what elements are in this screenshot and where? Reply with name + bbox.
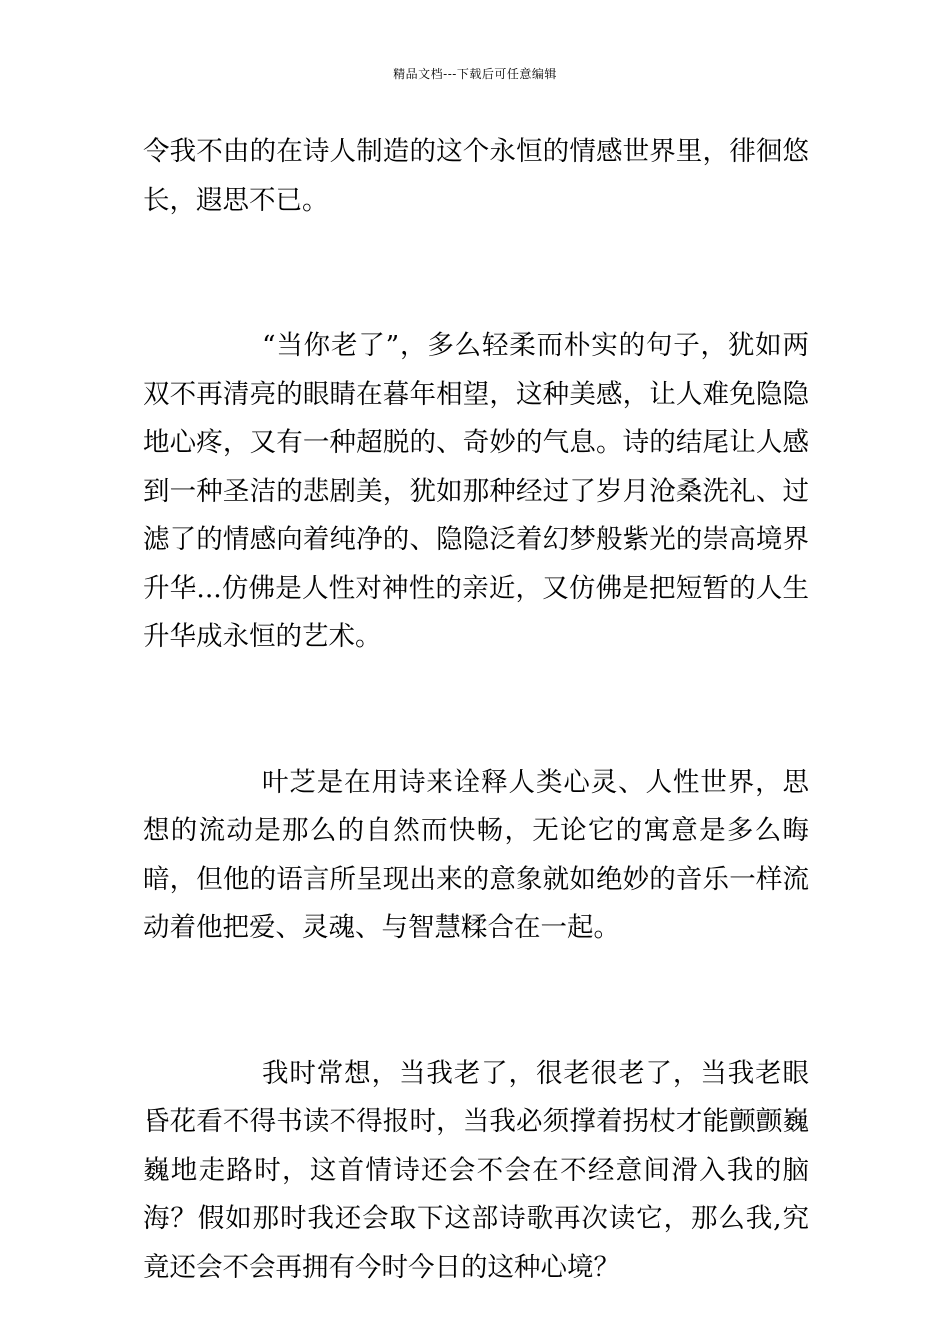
paragraph-when-i-am-old: 我时常想，当我老了，很老很老了，当我老眼昏花看不得书读不得报时，当我必须撑着拐杖才能颤颤巍巍地走路时，这首情诗还会不会在不经意间滑入我的脑海？假如那时我还会取下这部诗歌再次读它，那么我,究竟还会不会再拥有今时今日的这种心境？ — [143, 1057, 809, 1283]
paragraph-yeats: 叶芝是在用诗来诠释人类心灵、人性世界，思想的流动是那么的自然而快畅，无论它的寓意是多么晦暗，但他的语言所呈现出来的意象就如绝妙的音乐一样流动着他把爱、灵魂、与智慧糅合在一起。 — [143, 766, 809, 943]
paragraph-when-you-are-old: “当你老了”，多么轻柔而朴实的句子，犹如两双不再清亮的眼睛在暮年相望，这种美感，让人难免隐隐地心疼，又有一种超脱的、奇妙的气息。诗的结尾让人感到一种圣洁的悲剧美，犹如那种经过了岁月沧桑洗礼、过滤了的情感向着纯净的、隐隐泛着幻梦般紫光的崇高境界升华...仿佛是人性对神性的亲近，又仿佛是把短暂的人生升华成永恒的艺术。 — [143, 330, 809, 652]
page-header: 精品文档---下载后可任意编辑 — [393, 67, 557, 81]
paragraph-continuation: 令我不由的在诗人制造的这个永恒的情感世界里，徘徊悠长，遐思不已。 — [143, 136, 809, 216]
document-body — [143, 128, 809, 1292]
